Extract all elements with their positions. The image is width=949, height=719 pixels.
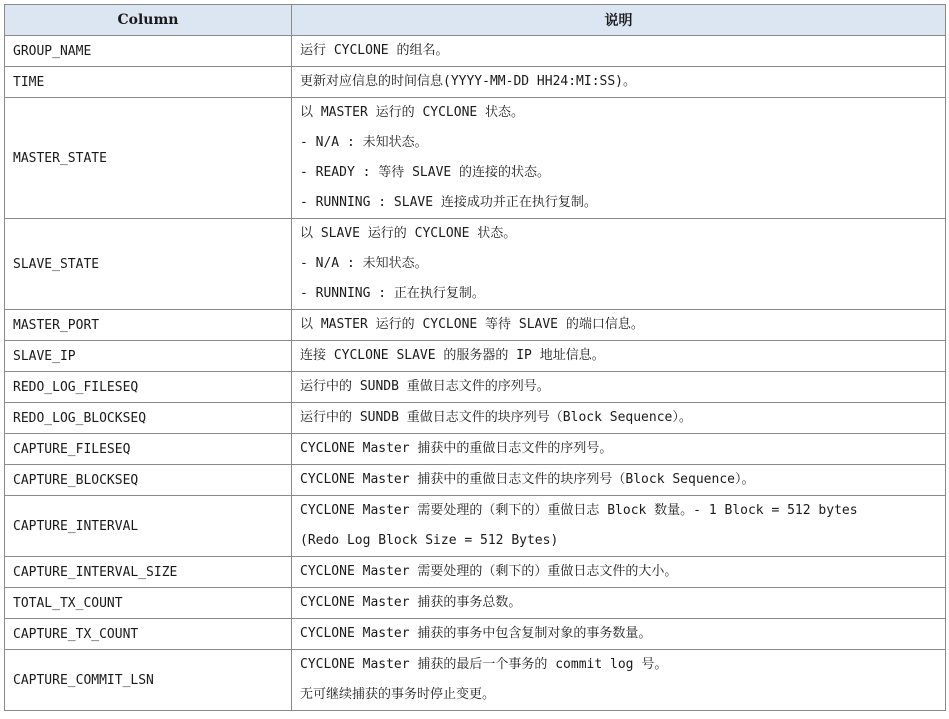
description-cell (292, 650, 946, 711)
description-line: CYCLONE Master 捕获中的重做日志文件的序列号。 (300, 441, 613, 456)
column-name-cell: CAPTURE_INTERVAL (5, 496, 292, 557)
description-cell (292, 588, 946, 619)
description-cell (292, 465, 946, 496)
description-cell (292, 219, 946, 310)
table-body (5, 36, 946, 711)
description-line: - READY : 等待 SLAVE 的连接的状态。 (300, 165, 551, 180)
table-row (5, 465, 946, 496)
description-line: CYCLONE Master 捕获的事务总数。 (300, 595, 522, 610)
column-name-cell: CAPTURE_FILESEQ (5, 434, 292, 465)
description-cell (292, 619, 946, 650)
description-cell (292, 557, 946, 588)
column-name-cell: TIME (5, 67, 292, 98)
column-description-table (4, 4, 946, 711)
description-line: 运行 CYCLONE 的组名。 (300, 43, 449, 58)
column-name-cell: TOTAL_TX_COUNT (5, 588, 292, 619)
column-header: Column (5, 5, 292, 36)
table-row (5, 372, 946, 403)
column-name-cell: MASTER_STATE (5, 98, 292, 219)
column-name-cell: CAPTURE_BLOCKSEQ (5, 465, 292, 496)
description-line: 以 MASTER 运行的 CYCLONE 等待 SLAVE 的端口信息。 (300, 317, 644, 332)
description-line: CYCLONE Master 需要处理的（剩下的）重做日志文件的大小。 (300, 564, 678, 579)
description-line: CYCLONE Master 需要处理的（剩下的）重做日志 Block 数量。- 1 Block = 512 bytes (300, 503, 858, 518)
description-cell (292, 434, 946, 465)
header-row (5, 5, 946, 36)
table-row (5, 588, 946, 619)
description-header: 说明 (292, 5, 946, 36)
description-line: 以 MASTER 运行的 CYCLONE 状态。 (300, 105, 525, 120)
description-line: 无可继续捕获的事务时停止变更。 (300, 687, 496, 702)
column-name-cell: SLAVE_STATE (5, 219, 292, 310)
description-cell (292, 341, 946, 372)
description-line: - RUNNING : SLAVE 连接成功并正在执行复制。 (300, 195, 597, 210)
column-name-cell: REDO_LOG_BLOCKSEQ (5, 403, 292, 434)
table-row (5, 619, 946, 650)
description-line: CYCLONE Master 捕获的事务中包含复制对象的事务数量。 (300, 626, 652, 641)
table-row (5, 557, 946, 588)
description-line: - N/A : 未知状态。 (300, 256, 428, 271)
table-row (5, 98, 946, 219)
table-row (5, 403, 946, 434)
column-name-cell: MASTER_PORT (5, 310, 292, 341)
description-line: - RUNNING : 正在执行复制。 (300, 286, 485, 301)
table-row (5, 341, 946, 372)
column-name-cell: CAPTURE_INTERVAL_SIZE (5, 557, 292, 588)
description-line: 运行中的 SUNDB 重做日志文件的序列号。 (300, 379, 550, 394)
description-line: CYCLONE Master 捕获的最后一个事务的 commit log 号。 (300, 657, 668, 672)
table-row (5, 496, 946, 557)
description-line: CYCLONE Master 捕获中的重做日志文件的块序列号（Block Sequence）。 (300, 472, 755, 487)
description-line: 以 SLAVE 运行的 CYCLONE 状态。 (300, 226, 517, 241)
description-cell (292, 496, 946, 557)
table-row (5, 650, 946, 711)
table-row (5, 67, 946, 98)
description-cell (292, 67, 946, 98)
column-name-cell: SLAVE_IP (5, 341, 292, 372)
table-row (5, 219, 946, 310)
description-line: - N/A : 未知状态。 (300, 135, 428, 150)
table-row (5, 434, 946, 465)
table-row (5, 36, 946, 67)
description-line: (Redo Log Block Size = 512 Bytes) (300, 533, 559, 548)
description-line: 连接 CYCLONE SLAVE 的服务器的 IP 地址信息。 (300, 348, 605, 363)
column-name-cell: GROUP_NAME (5, 36, 292, 67)
description-cell (292, 403, 946, 434)
description-line: 更新对应信息的时间信息(YYYY-MM-DD HH24:MI:SS)。 (300, 74, 637, 89)
description-cell (292, 372, 946, 403)
column-name-cell: CAPTURE_TX_COUNT (5, 619, 292, 650)
table-row (5, 310, 946, 341)
column-name-cell: REDO_LOG_FILESEQ (5, 372, 292, 403)
column-name-cell: CAPTURE_COMMIT_LSN (5, 650, 292, 711)
description-line: 运行中的 SUNDB 重做日志文件的块序列号（Block Sequence）。 (300, 410, 692, 425)
description-cell (292, 36, 946, 67)
description-cell (292, 98, 946, 219)
description-cell (292, 310, 946, 341)
